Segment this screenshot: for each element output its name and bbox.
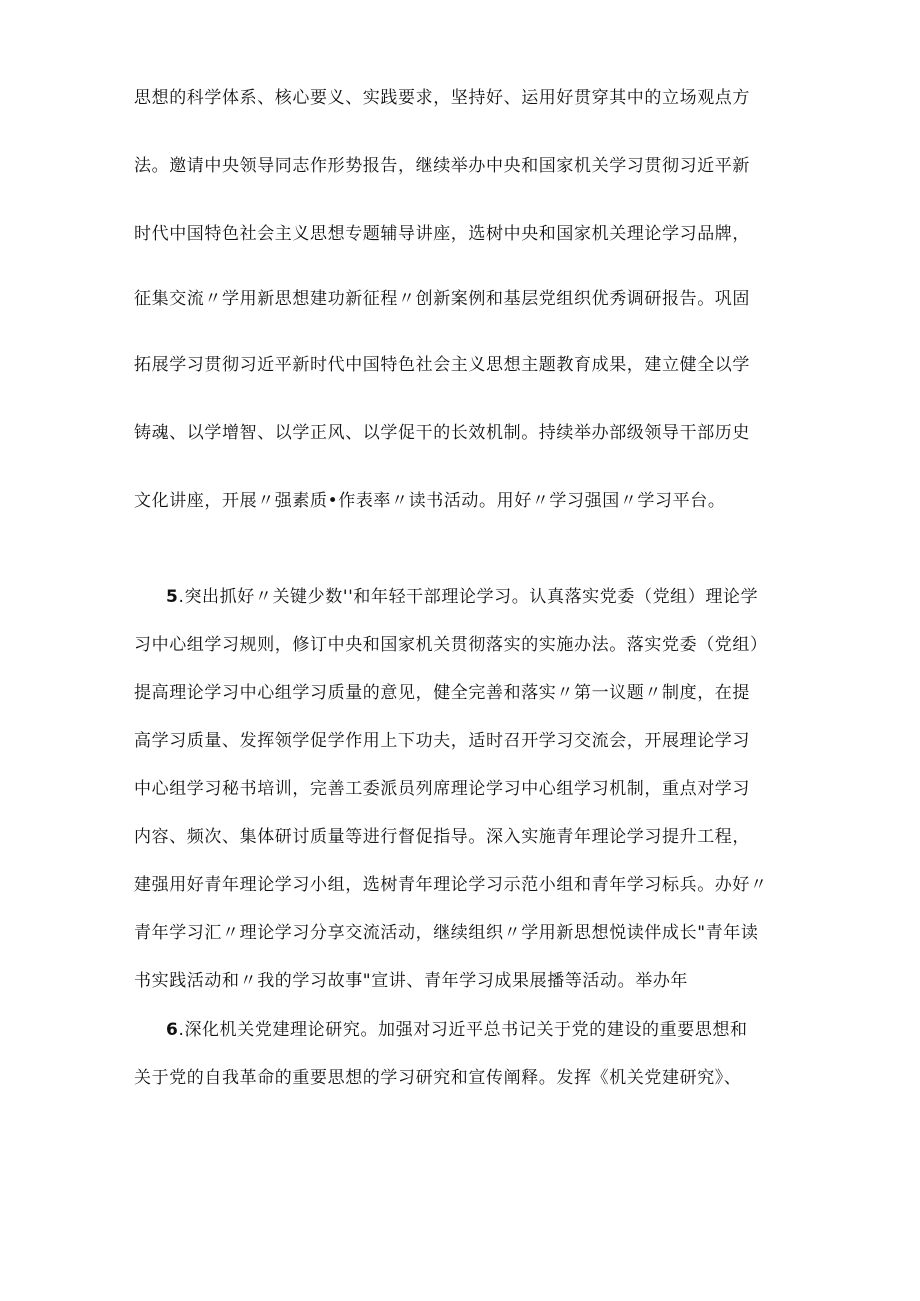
section-5-line-5: 中心组学习秘书培训，完善工委派员列席理论学习中心组学习机制，重点对学习 (134, 779, 750, 799)
section-5-line-9: 书实践活动和〃我的学习故事"宣讲、青年学习成果展播等活动。举办年 (134, 971, 689, 991)
section-6-number: 6 (166, 1020, 179, 1040)
section-5-line-2: 习中心组学习规则，修订中央和国家机关贯彻落实的实施办法。落实党委（党组） (134, 635, 768, 655)
paragraph-1-line-4: 征集交流〃学用新思想建功新征程〃创新案例和基层党组织优秀调研报告。巩固 (134, 289, 750, 309)
section-5-line-3: 提高理论学习中心组学习质量的意见，健全完善和落实〃第一议题〃制度，在提 (134, 683, 750, 703)
section-5-line-4: 高学习质量、发挥领学促学作用上下功夫，适时召开学习交流会，开展理论学习 (134, 731, 750, 751)
paragraph-1-line-3: 时代中国特色社会主义思想专题辅导讲座，选树中央和国家机关理论学习品牌， (134, 224, 750, 244)
section-6-first-line: .深化机关党建理论研究。加强对习近平总书记关于党的建设的重要思想和 (178, 1020, 748, 1040)
section-6-heading-line (166, 1018, 748, 1042)
section-5-heading-line (166, 585, 758, 609)
section-5-line-7: 建强用好青年理论学习小组，选树青年理论学习示范小组和青年学习标兵。办好〃 (134, 875, 768, 895)
paragraph-1-line-2: 法。邀请中央领导同志作形势报告，继续举办中央和国家机关学习贯彻习近平新 (134, 156, 750, 176)
section-5-first-line: .突出抓好〃关键少数''和年轻干部理论学习。认真落实党委（党组）理论学 (178, 587, 759, 607)
paragraph-1-line-7: 文化讲座，开展〃强素质•作表率〃读书活动。用好〃学习强国〃学习平台。 (134, 491, 726, 511)
paragraph-1-line-5: 拓展学习贯彻习近平新时代中国特色社会主义思想主题教育成果，建立健全以学 (134, 355, 750, 375)
section-5-line-8: 青年学习汇〃理论学习分享交流活动，继续组织〃学用新思想悦读伴成长"青年读 (134, 923, 759, 943)
section-6-line-2: 关于党的自我革命的重要思想的学习研究和宣传阐释。发挥《机关党建研究》、 (134, 1068, 742, 1088)
section-5-number: 5 (166, 587, 179, 607)
paragraph-1-line-1: 思想的科学体系、核心要义、实践要求，坚持好、运用好贯穿其中的立场观点方 (134, 88, 750, 108)
section-5-line-6: 内容、频次、集体研讨质量等进行督促指导。深入实施青年理论学习提升工程， (134, 827, 750, 847)
paragraph-1-line-6: 铸魂、以学增智、以学正风、以学促干的长效机制。持续举办部级领导干部历史 (134, 423, 750, 443)
